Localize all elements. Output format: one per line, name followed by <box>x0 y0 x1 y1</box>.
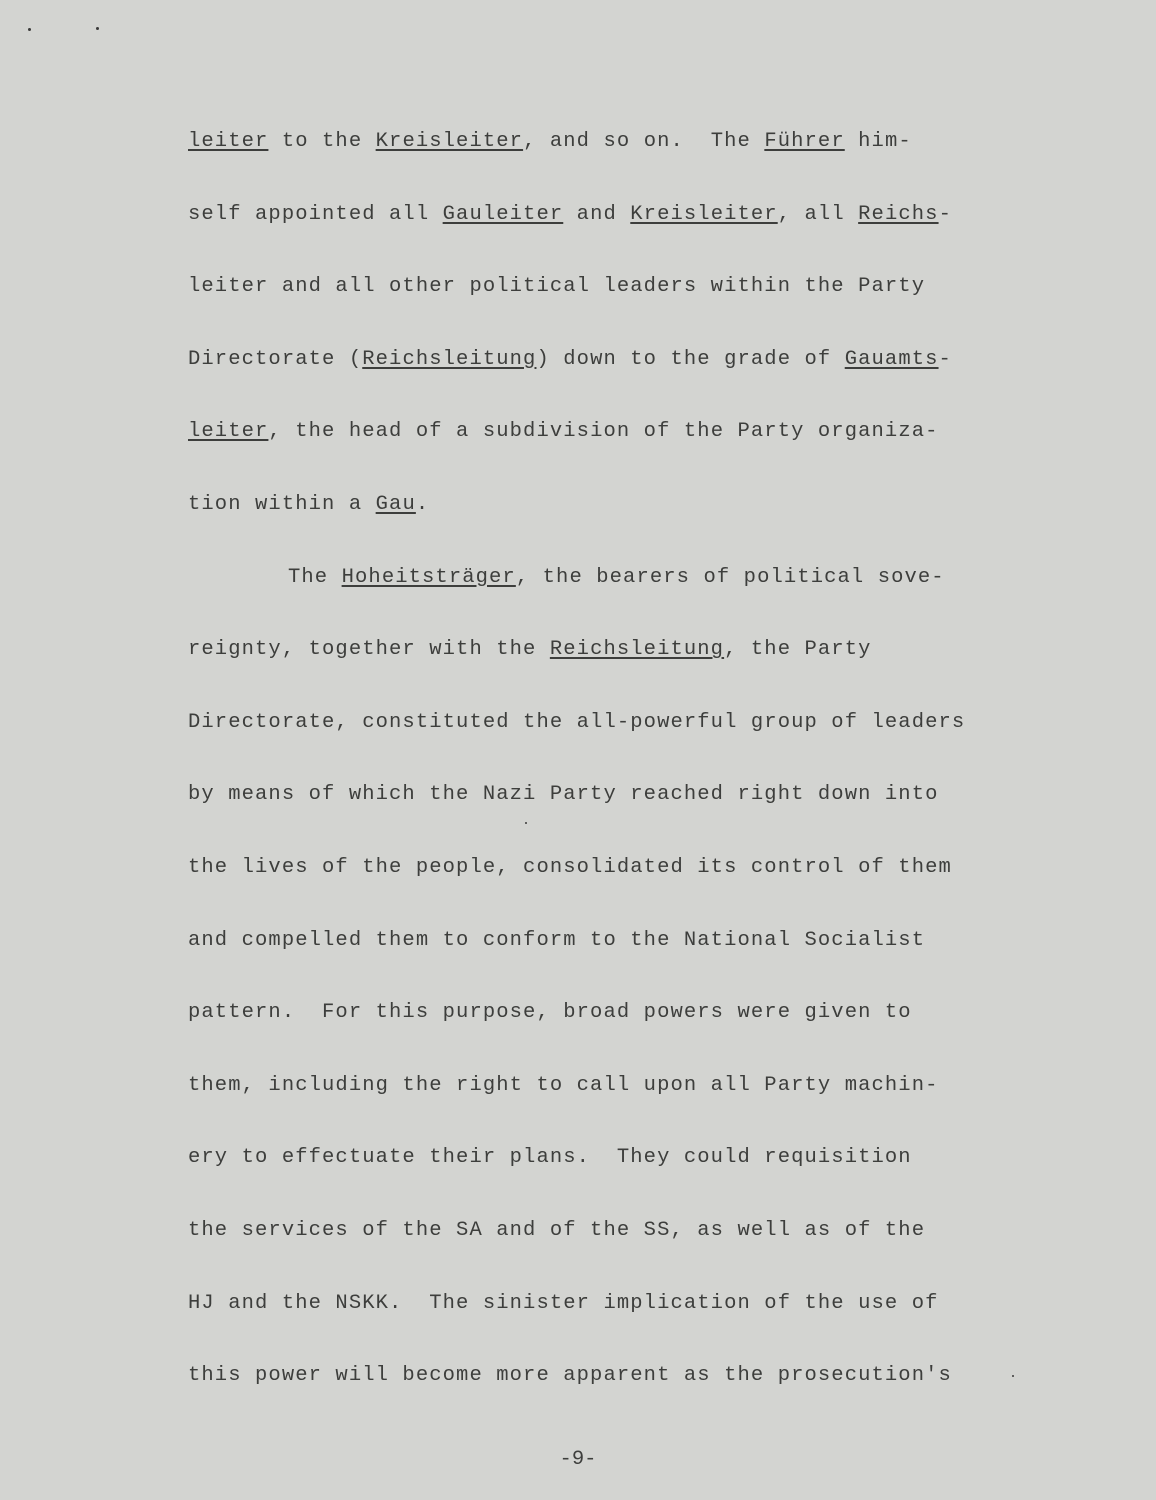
underlined-term: leiter <box>188 420 269 444</box>
ink-speck <box>1012 1375 1014 1377</box>
text-segment: tion within a <box>188 493 376 516</box>
text-line <box>188 1292 939 1316</box>
text-segment: , the bearers of political sove- <box>515 565 945 589</box>
underlined-term: Reichs <box>858 202 939 226</box>
text-line <box>188 1219 925 1243</box>
text-segment: , the head of a subdivision of the Party organiza- <box>268 420 939 444</box>
underlined-term: Reichsleitung <box>362 347 537 371</box>
underlined-term: leiter <box>188 130 269 153</box>
text-line <box>288 566 945 590</box>
text-segment: ) down to the grade of <box>536 347 845 371</box>
ink-speck <box>525 822 527 824</box>
text-segment: , and so on. The <box>523 130 765 153</box>
text-line <box>188 420 939 444</box>
text-segment: pattern. For this purpose, broad powers were given to <box>188 1001 912 1025</box>
text-segment: self appointed all <box>188 202 443 226</box>
text-segment: him- <box>844 130 912 153</box>
ink-speck <box>96 27 99 30</box>
text-segment: leiter and all other political leaders within the Party <box>188 275 926 299</box>
text-segment: the services of the SA and of the SS, as well as of the <box>188 1219 926 1242</box>
page-number: -9- <box>559 1448 597 1471</box>
text-line <box>188 856 952 880</box>
text-segment: reignty, together with the <box>188 638 550 662</box>
text-segment: and <box>563 202 631 226</box>
underlined-term: Hoheitsträger <box>341 565 516 589</box>
ink-speck <box>28 28 31 31</box>
text-line <box>188 203 952 227</box>
text-segment: - <box>938 202 952 226</box>
underlined-term: Führer <box>764 130 845 153</box>
text-line <box>188 711 965 735</box>
text-segment: and compelled them to conform to the National Socialist <box>188 928 926 952</box>
text-line <box>188 493 429 517</box>
text-segment: to the <box>268 130 376 153</box>
text-line <box>188 130 912 154</box>
text-line <box>188 929 925 953</box>
underlined-term: Gau <box>375 493 416 516</box>
text-segment: , the Party <box>724 638 872 662</box>
underlined-term: Kreisleiter <box>375 130 524 153</box>
text-segment: Directorate ( <box>188 347 363 371</box>
text-segment: Directorate, constituted the all-powerful group of leaders <box>188 710 966 734</box>
underlined-term: Kreisleiter <box>630 202 778 226</box>
text-line <box>188 638 872 662</box>
underlined-term: Gauleiter <box>442 202 564 226</box>
text-segment: ery to effectuate their plans. They could requisition <box>188 1146 912 1170</box>
text-line <box>188 1001 912 1025</box>
text-segment: the lives of the people, consolidated its control of them <box>188 856 952 879</box>
text-segment: - <box>938 347 952 371</box>
text-line <box>188 348 952 372</box>
text-line <box>188 1364 952 1388</box>
text-segment: , all <box>777 202 859 226</box>
text-line <box>188 1074 939 1098</box>
text-segment: The <box>288 565 342 589</box>
text-segment: them, including the right to call upon all Party machin- <box>188 1073 939 1097</box>
underlined-term: Reichsleitung <box>549 638 725 662</box>
text-segment: by means of which the Nazi Party reached right down into <box>188 783 939 807</box>
text-line <box>188 783 939 807</box>
text-segment: this power will become more apparent as the prosecution's <box>188 1364 952 1388</box>
underlined-term: Gauamts <box>844 347 939 371</box>
text-line <box>188 1146 912 1170</box>
text-segment: . <box>415 493 430 516</box>
text-line <box>188 275 925 299</box>
text-segment: HJ and the NSKK. The sinister implication of the use of <box>188 1291 939 1315</box>
